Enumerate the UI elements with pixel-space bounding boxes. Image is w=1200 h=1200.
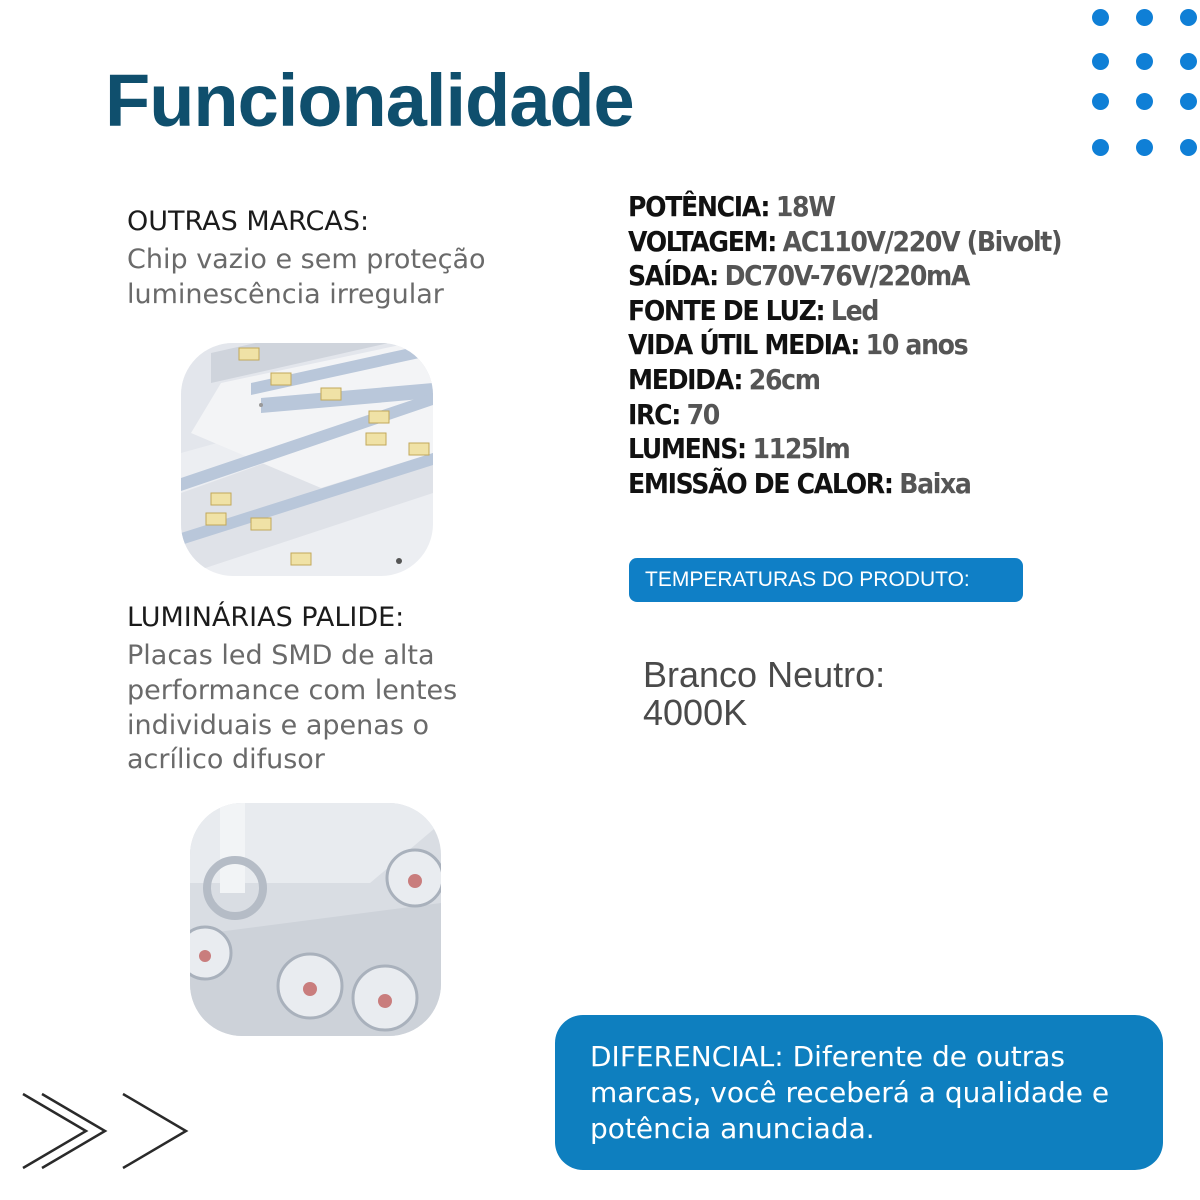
differential-box xyxy=(555,1015,1163,1170)
other-brands-heading: OUTRAS MARCAS: xyxy=(127,206,370,237)
spec-row-lifespan: VIDA ÚTIL MEDIA: 10 anos xyxy=(628,328,968,362)
other-brands-line-2: luminescência irregular xyxy=(127,279,444,310)
temperature-value xyxy=(643,656,885,732)
other-brands-led-strip-photo xyxy=(181,343,433,576)
spec-row-power: POTÊNCIA: 18W xyxy=(628,190,835,223)
spec-row-lumens: LUMENS: 1125lm xyxy=(628,432,850,466)
temperatures-badge: TEMPERATURAS DO PRODUTO: xyxy=(629,558,1023,602)
spec-row-output: SAÍDA: DC70V-76V/220mA xyxy=(628,259,970,293)
specs-list xyxy=(628,190,1061,501)
temperature-line-1: Branco Neutro: xyxy=(643,654,886,695)
page-title: Funcionalidade xyxy=(105,59,634,142)
palide-heading: LUMINÁRIAS PALIDE: xyxy=(127,602,405,633)
temperature-line-2: 4000K xyxy=(643,692,748,733)
differential-line-2: marcas, você receberá a qualidade e xyxy=(590,1076,1110,1109)
decorative-dot-grid xyxy=(1088,4,1200,164)
palide-line-2: performance com lentes xyxy=(127,675,458,706)
spec-row-heat: EMISSÃO DE CALOR: Baixa xyxy=(628,466,971,500)
differential-line-3: potência anunciada. xyxy=(590,1112,875,1145)
double-chevron-right-icon xyxy=(20,1090,200,1170)
palide-line-4: acrílico difusor xyxy=(127,744,325,775)
palide-led-board-photo xyxy=(190,803,441,1036)
spec-row-irc: IRC: 70 xyxy=(628,397,719,431)
spec-row-voltage: VOLTAGEM: AC110V/220V (Bivolt) xyxy=(628,224,1062,258)
palide-line-1: Placas led SMD de alta xyxy=(127,640,435,671)
palide-line-3: individuais e apenas o xyxy=(127,710,429,741)
spec-row-light-source: FONTE DE LUZ: Led xyxy=(628,293,879,327)
other-brands-line-1: Chip vazio e sem proteção xyxy=(127,244,486,275)
differential-line-1: DIFERENCIAL: Diferente de outras xyxy=(590,1040,1066,1073)
spec-row-size: MEDIDA: 26cm xyxy=(628,362,820,396)
